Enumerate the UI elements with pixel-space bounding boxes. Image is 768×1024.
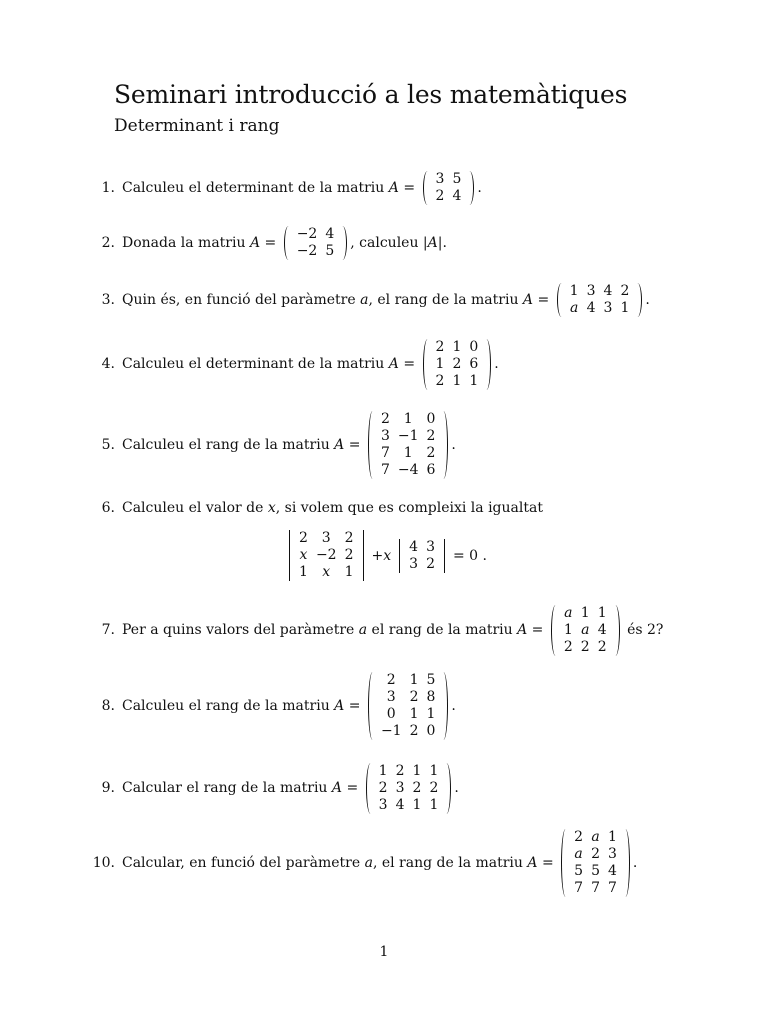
determinant-2-cell: 4 bbox=[409, 538, 419, 555]
matrix-cell: −2 bbox=[296, 243, 318, 259]
matrix bbox=[423, 339, 492, 390]
problem-text: Calcular, en funció del paràmetre bbox=[122, 855, 365, 871]
matrix-cell: 1 bbox=[429, 796, 439, 813]
matrix-cell: 1 bbox=[429, 762, 439, 779]
matrix-cell: 8 bbox=[426, 689, 436, 705]
matrix-cell: 0 bbox=[469, 338, 479, 355]
matrix bbox=[366, 763, 452, 814]
determinant-1-cell: 2 bbox=[344, 547, 354, 563]
matrix-cell: 1 bbox=[452, 372, 462, 389]
variable: A bbox=[427, 235, 438, 251]
problem-number: 4. bbox=[101, 356, 115, 372]
matrix-cell: 2 bbox=[395, 762, 405, 779]
matrix-cell: 1 bbox=[403, 445, 413, 461]
matrix-cell: −1 bbox=[397, 428, 419, 444]
matrix-cell: 2 bbox=[409, 723, 419, 739]
problem-text: és 2? bbox=[622, 622, 664, 638]
matrix-cell: 1 bbox=[607, 829, 617, 845]
problem-text: , el rang de la matriu bbox=[368, 292, 523, 308]
equals-sign: = bbox=[533, 292, 554, 308]
determinant-1-cell: 1 bbox=[299, 564, 308, 580]
matrix-cell: 7 bbox=[380, 445, 390, 461]
matrix-name: A bbox=[334, 437, 345, 453]
matrix-cell: 1 bbox=[409, 706, 419, 722]
matrix bbox=[284, 226, 348, 260]
matrix-name: A bbox=[388, 180, 399, 196]
determinant-1-cell: 2 bbox=[344, 530, 354, 546]
matrix-cell: 1 bbox=[469, 372, 479, 389]
variable: a bbox=[364, 855, 373, 871]
matrix-cell: 4 bbox=[452, 188, 462, 204]
variable: x bbox=[267, 500, 276, 516]
matrix-cell: 4 bbox=[607, 863, 617, 879]
matrix-cell: −1 bbox=[380, 723, 402, 739]
problem-text: Per a quins valors del paràmetre bbox=[122, 622, 359, 638]
matrix-cell: 4 bbox=[597, 621, 607, 638]
matrix-cell: 1 bbox=[569, 283, 579, 299]
problem-number: 8. bbox=[101, 698, 115, 714]
determinant-2-cell: 2 bbox=[426, 555, 435, 572]
matrix-cell: 4 bbox=[603, 283, 613, 299]
matrix-cell: 1 bbox=[412, 796, 422, 813]
problem-number: 6. bbox=[101, 500, 115, 516]
determinant-1-cell: x bbox=[322, 564, 331, 580]
variable-x: x bbox=[383, 547, 392, 564]
problem-item bbox=[0, 283, 768, 317]
matrix-cell: 5 bbox=[325, 243, 335, 259]
matrix-name: A bbox=[517, 622, 528, 638]
problem-item bbox=[0, 672, 768, 740]
matrix-cell: 0 bbox=[426, 411, 436, 427]
matrix-cell: 1 bbox=[597, 604, 607, 621]
problem-text: , el rang de la matriu bbox=[372, 855, 528, 871]
matrix-cell: 3 bbox=[386, 689, 396, 705]
problem-text: . bbox=[451, 437, 456, 453]
variable: a bbox=[358, 622, 368, 638]
problem-text: el rang de la matriu bbox=[367, 622, 518, 638]
matrix-cell: 2 bbox=[435, 338, 445, 355]
problem-text: . bbox=[454, 780, 459, 796]
determinant-1-cell: x bbox=[299, 547, 308, 563]
matrix-cell: a bbox=[574, 846, 583, 862]
matrix-name: A bbox=[388, 356, 399, 372]
matrix-cell: 1 bbox=[409, 672, 419, 688]
matrix-cell: 2 bbox=[435, 188, 445, 204]
matrix-cell: 1 bbox=[435, 355, 445, 372]
matrix-name: A bbox=[249, 235, 261, 251]
problem-number: 3. bbox=[101, 292, 115, 308]
problem-text: . bbox=[645, 292, 650, 308]
problem-text: , calculeu | bbox=[350, 235, 428, 251]
problem-number: 10. bbox=[92, 855, 115, 871]
matrix-cell: 3 bbox=[395, 779, 405, 796]
matrix bbox=[561, 829, 630, 897]
matrix-cell: 2 bbox=[563, 638, 573, 655]
problem-number: 1. bbox=[101, 180, 115, 196]
problem-number: 9. bbox=[101, 780, 115, 796]
matrix-cell: 0 bbox=[426, 723, 436, 739]
problem-item bbox=[0, 411, 768, 479]
matrix-cell: 4 bbox=[586, 300, 596, 316]
determinant-1-cell: 2 bbox=[299, 530, 308, 546]
matrix-cell: −2 bbox=[296, 226, 318, 242]
matrix-cell: 5 bbox=[591, 863, 600, 879]
equals-sign: = bbox=[398, 180, 420, 196]
matrix-cell: 3 bbox=[378, 796, 388, 813]
matrix-cell: 2 bbox=[429, 779, 439, 796]
page-subtitle: Determinant i rang bbox=[114, 116, 280, 136]
matrix-cell: 2 bbox=[386, 672, 396, 688]
plus-sign: + bbox=[371, 547, 384, 564]
matrix-cell: 1 bbox=[403, 411, 413, 427]
matrix-cell: 6 bbox=[426, 462, 436, 478]
matrix-cell: 5 bbox=[426, 672, 436, 688]
matrix bbox=[423, 171, 475, 205]
problem-text: |. bbox=[437, 235, 447, 251]
problem-text: Calculeu el determinant de la matriu bbox=[122, 356, 389, 372]
matrix-cell: a bbox=[569, 300, 579, 316]
matrix-cell: 1 bbox=[563, 621, 573, 638]
matrix-cell: 0 bbox=[386, 706, 396, 722]
page-title: Seminari introducció a les matemàtiques bbox=[114, 80, 628, 109]
matrix-cell: 7 bbox=[607, 880, 617, 896]
matrix-cell: 1 bbox=[412, 762, 422, 779]
matrix-cell: 5 bbox=[574, 863, 584, 879]
problem-text: . bbox=[451, 698, 456, 714]
matrix-cell: 2 bbox=[380, 411, 390, 427]
problem-text: Calculeu el valor de bbox=[122, 500, 268, 516]
matrix-cell: 7 bbox=[380, 462, 390, 478]
matrix-cell: 3 bbox=[380, 428, 390, 444]
matrix-cell: −4 bbox=[397, 462, 419, 478]
problem-text: . bbox=[632, 855, 638, 871]
matrix-cell: 6 bbox=[469, 355, 479, 372]
matrix-cell: 2 bbox=[580, 638, 590, 655]
problem-text: Quin és, en funció del paràmetre bbox=[122, 292, 361, 308]
problem-item bbox=[0, 763, 768, 814]
matrix-cell: 7 bbox=[591, 880, 600, 896]
matrix bbox=[368, 672, 448, 740]
problem-item bbox=[0, 226, 768, 260]
problem-text: . bbox=[494, 356, 499, 372]
problem-item bbox=[0, 171, 768, 205]
determinant-1-cell: 1 bbox=[344, 564, 354, 580]
equation-rhs: = 0 . bbox=[452, 547, 487, 564]
matrix-cell: 2 bbox=[597, 638, 607, 655]
problem-number: 5. bbox=[101, 437, 115, 453]
problem-text: Calculeu el rang de la matriu bbox=[122, 437, 335, 453]
equals-sign: = bbox=[527, 622, 548, 638]
matrix-cell: 3 bbox=[435, 171, 445, 187]
matrix-cell: 1 bbox=[378, 762, 388, 779]
matrix-cell: 2 bbox=[412, 779, 422, 796]
problem-item bbox=[0, 605, 768, 656]
problem-item bbox=[0, 500, 768, 517]
equation-6 bbox=[0, 530, 768, 581]
problem-text: Calculeu el rang de la matriu bbox=[122, 698, 335, 714]
determinant-1-cell: 3 bbox=[321, 530, 331, 546]
matrix bbox=[368, 411, 448, 479]
matrix-cell: 2 bbox=[591, 846, 600, 862]
matrix-cell: 3 bbox=[586, 283, 596, 299]
problem-number: 7. bbox=[101, 622, 115, 638]
matrix-cell: a bbox=[564, 604, 573, 621]
problem-item bbox=[0, 829, 768, 897]
matrix-cell: 1 bbox=[580, 604, 590, 621]
matrix-cell: 2 bbox=[378, 779, 388, 796]
matrix-cell: 2 bbox=[426, 428, 436, 444]
matrix-name: A bbox=[334, 698, 345, 714]
determinant-1 bbox=[284, 530, 368, 581]
equals-sign: = bbox=[342, 780, 363, 796]
matrix-cell: 2 bbox=[435, 372, 445, 389]
page-number: 1 bbox=[379, 944, 389, 960]
problem-text: Calcular el rang de la matriu bbox=[122, 780, 332, 796]
matrix-name: A bbox=[522, 292, 534, 308]
matrix-cell: 2 bbox=[409, 689, 419, 705]
problem-number: 2. bbox=[101, 235, 115, 251]
matrix-cell: 2 bbox=[620, 283, 630, 299]
matrix-cell: 3 bbox=[603, 300, 613, 316]
determinant-2-cell: 3 bbox=[409, 555, 419, 572]
equals-sign: = bbox=[398, 356, 420, 372]
equals-sign: = bbox=[260, 235, 281, 251]
matrix-cell: 1 bbox=[426, 706, 436, 722]
matrix-cell: 2 bbox=[574, 829, 584, 845]
matrix-cell: 2 bbox=[426, 445, 436, 461]
problem-text: Calculeu el determinant de la matriu bbox=[122, 180, 389, 196]
matrix-name: A bbox=[527, 855, 538, 871]
variable: a bbox=[360, 292, 369, 308]
matrix-cell: 5 bbox=[452, 171, 462, 187]
matrix bbox=[551, 605, 620, 656]
equals-sign: = bbox=[344, 698, 365, 714]
matrix-name: A bbox=[331, 780, 343, 796]
determinant-1-cell: −2 bbox=[315, 547, 337, 563]
matrix-cell: 1 bbox=[452, 338, 462, 355]
problem-text: Donada la matriu bbox=[122, 235, 250, 251]
determinant-2-cell: 3 bbox=[426, 538, 435, 555]
matrix-cell: a bbox=[591, 829, 600, 845]
matrix-cell: 4 bbox=[395, 796, 405, 813]
determinant-2 bbox=[394, 539, 450, 573]
matrix-cell: 3 bbox=[607, 846, 617, 862]
matrix-cell: 7 bbox=[574, 880, 584, 896]
problem-text: . bbox=[477, 180, 482, 196]
problem-item bbox=[0, 339, 768, 390]
equals-sign: = bbox=[344, 437, 365, 453]
matrix bbox=[557, 283, 643, 317]
matrix-cell: 4 bbox=[325, 226, 335, 242]
matrix-cell: 1 bbox=[620, 300, 630, 316]
matrix-cell: a bbox=[581, 621, 590, 638]
matrix-cell: 2 bbox=[452, 355, 462, 372]
equals-sign: = bbox=[537, 855, 559, 871]
problem-text: , si volem que es compleixi la igualtat bbox=[275, 500, 543, 516]
